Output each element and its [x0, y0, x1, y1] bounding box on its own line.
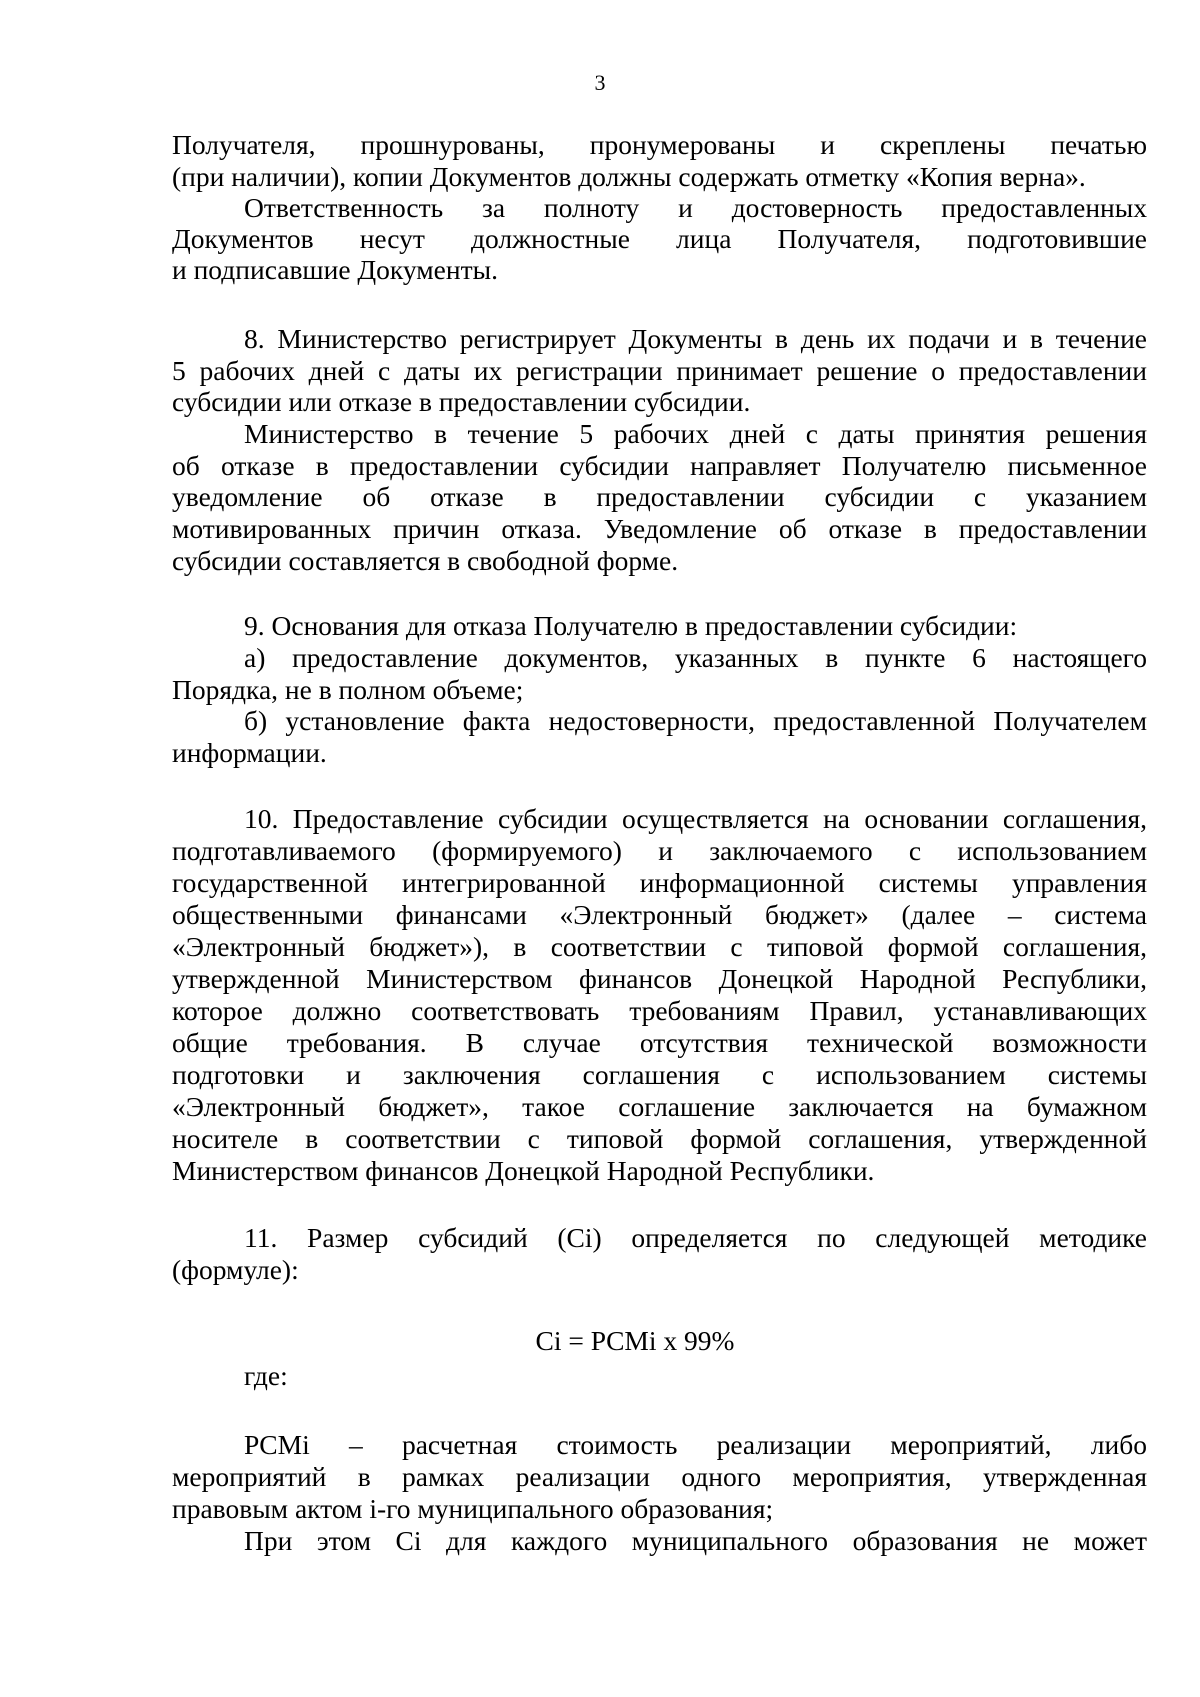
text-line: б) установление факта недостоверности, предоставленной Получателем [244, 705, 1147, 736]
text-line: Порядка, не в полном объеме; [172, 674, 524, 705]
text-line: 8. Министерство регистрирует Документы в день их подачи и в течение [244, 323, 1147, 354]
text-line: уведомление об отказе в предоставлении субсидии с указанием [172, 481, 1147, 512]
text-line: Получателя, прошнурованы, пронумерованы и скреплены печатью [172, 129, 1147, 160]
text-line: правовым актом i-го муниципального образования; [172, 1493, 774, 1524]
text-line: а) предоставление документов, указанных в пункте 6 настоящего [244, 642, 1147, 673]
text-line: 10. Предоставление субсидии осуществляется на основании соглашения, [244, 803, 1147, 834]
text-line: (формуле): [172, 1254, 299, 1285]
text-line: субсидии составляется в свободной форме. [172, 545, 679, 576]
text-line: утвержденной Министерством финансов Донецкой Народной Республики, [172, 963, 1147, 994]
text-line: где: [244, 1360, 288, 1391]
text-line: и подписавшие Документы. [172, 254, 498, 285]
text-line: 5 рабочих дней с даты их регистрации принимает решение о предоставлении [172, 355, 1147, 386]
text-line: При этом Ci для каждого муниципального образования не может [244, 1525, 1147, 1556]
text-line: Ответственность за полноту и достоверность предоставленных [244, 192, 1147, 223]
text-line: носителе в соответствии с типовой формой соглашения, утвержденной [172, 1123, 1147, 1154]
text-line: подготавливаемого (формируемого) и заключаемого с использованием [172, 835, 1147, 866]
text-line: об отказе в предоставлении субсидии направляет Получателю письменное [172, 450, 1147, 481]
text-line: общественными финансами «Электронный бюджет» (далее – система [172, 899, 1147, 930]
text-line: (при наличии), копии Документов должны содержать отметку «Копия верна». [172, 161, 1086, 192]
text-line: 9. Основания для отказа Получателю в предоставлении субсидии: [244, 610, 1018, 641]
text-line: Министерством финансов Донецкой Народной Республики. [172, 1155, 875, 1186]
text-line: мероприятий в рамках реализации одного мероприятия, утвержденная [172, 1461, 1147, 1492]
text-line: мотивированных причин отказа. Уведомление об отказе в предоставлении [172, 513, 1147, 544]
text-line: которое должно соответствовать требованиям Правил, устанавливающих [172, 995, 1147, 1026]
text-line: Документов несут должностные лица Получателя, подготовившие [172, 223, 1147, 254]
formula: Ci = PCMi x 99% [535, 1325, 735, 1356]
text-line: информации. [172, 737, 327, 768]
text-line: 11. Размер субсидий (Ci) определяется по следующей методике [244, 1222, 1147, 1253]
text-line: Министерство в течение 5 рабочих дней с даты принятия решения [244, 418, 1147, 449]
text-line: «Электронный бюджет»), в соответствии с типовой формой соглашения, [172, 931, 1147, 962]
text-line: государственной интегрированной информационной системы управления [172, 867, 1147, 898]
text-line: субсидии или отказе в предоставлении субсидии. [172, 386, 751, 417]
text-line: общие требования. В случае отсутствия технической возможности [172, 1027, 1147, 1058]
text-line: «Электронный бюджет», такое соглашение заключается на бумажном [172, 1091, 1147, 1122]
text-line: подготовки и заключения соглашения с использованием системы [172, 1059, 1147, 1090]
page-number: 3 [594, 70, 606, 95]
text-line: PCMi – расчетная стоимость реализации мероприятий, либо [244, 1429, 1147, 1460]
